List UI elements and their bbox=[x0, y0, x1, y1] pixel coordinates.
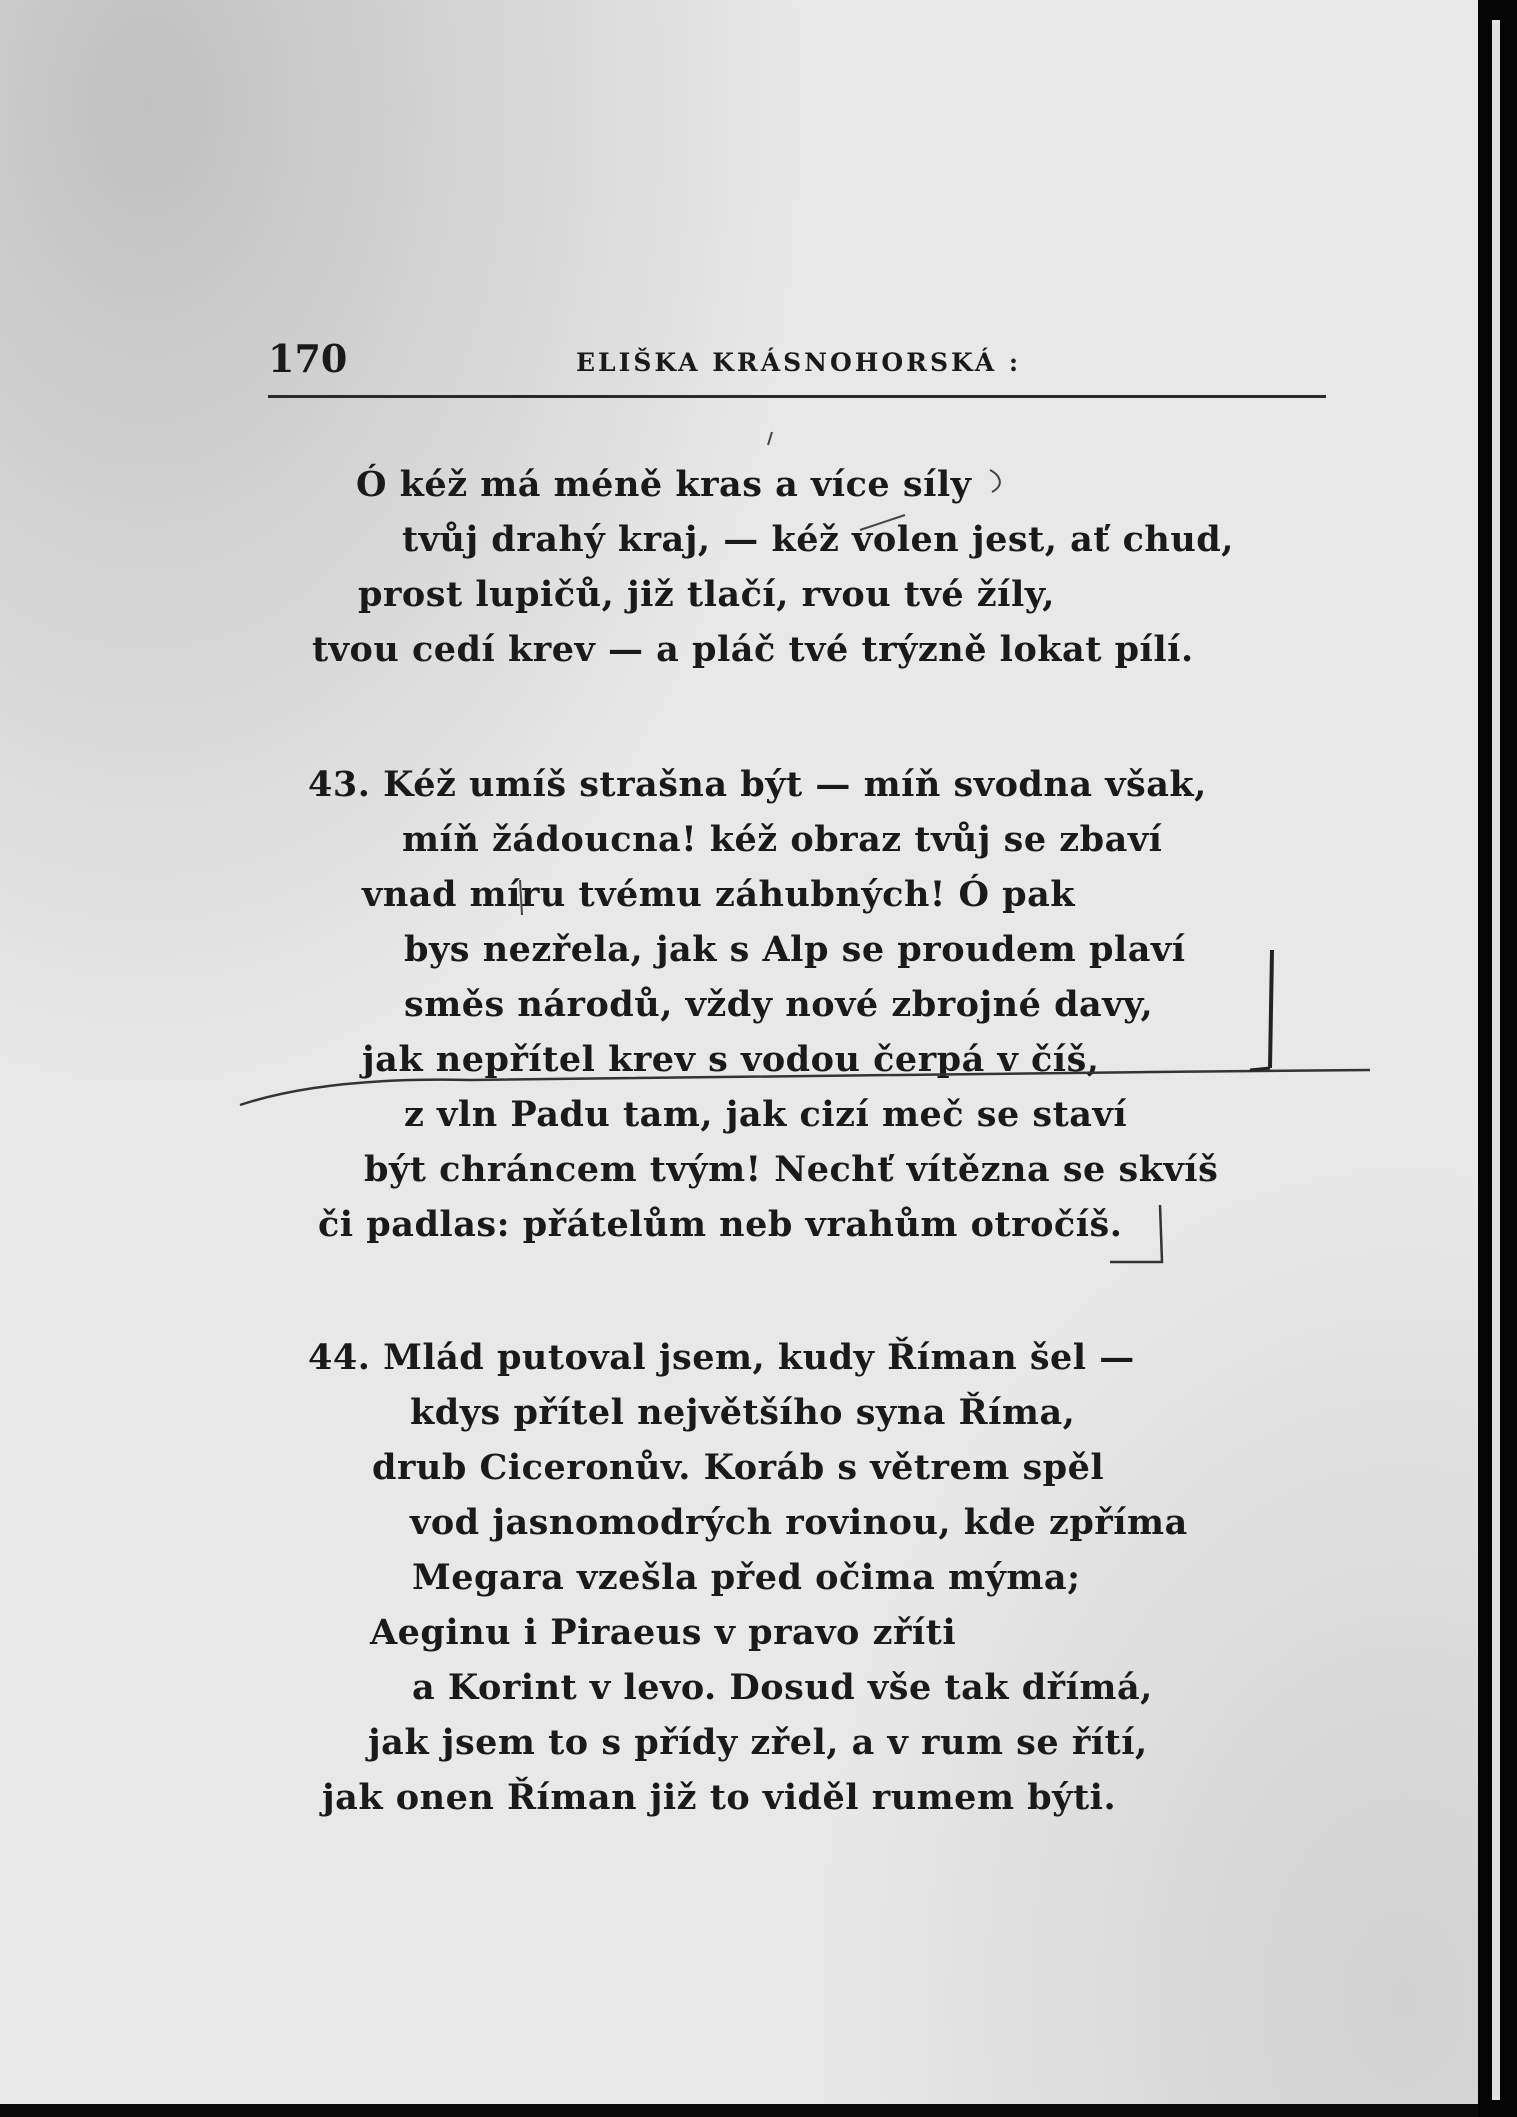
verse-line: vod jasnomodrých rovinou, kde zpříma bbox=[410, 1502, 1188, 1543]
verse-line: či padlas: přátelům neb vrahům otročíš. bbox=[318, 1204, 1123, 1245]
verse-line: 44. Mlád putoval jsem, kudy Říman šel — bbox=[308, 1337, 1135, 1378]
verse-line: tvou cedí krev — a pláč tvé trýzně lokat pílí. bbox=[312, 629, 1194, 670]
page-edge-strip bbox=[1492, 20, 1500, 2100]
verse-line: bys nezřela, jak s Alp se proudem plaví bbox=[404, 929, 1186, 970]
verse-line: kdys přítel největšího syna Říma, bbox=[410, 1392, 1076, 1433]
verse-line: drub Ciceronův. Koráb s větrem spěl bbox=[372, 1447, 1105, 1488]
verse-line: být chráncem tvým! Nechť vítězna se skvíš bbox=[364, 1149, 1219, 1190]
verse-line: Ó kéž má méně kras a více síly bbox=[356, 464, 972, 505]
running-head: ELIŠKA KRÁSNOHORSKÁ : bbox=[576, 348, 1022, 377]
verse-line: prost lupičů, již tlačí, rvou tvé žíly, bbox=[358, 574, 1055, 615]
verse-line: směs národů, vždy nové zbrojné davy, bbox=[404, 984, 1154, 1025]
verse-line: jak onen Říman již to viděl rumem býti. bbox=[322, 1777, 1117, 1818]
verse-line: a Korint v levo. Dosud vše tak dřímá, bbox=[412, 1667, 1153, 1708]
verse-line: Aeginu i Piraeus v pravo zříti bbox=[370, 1612, 957, 1653]
verse-line: Megara vzešla před očima mýma; bbox=[412, 1557, 1081, 1598]
page-number: 170 bbox=[268, 336, 348, 381]
verse-line: 43. Kéž umíš strašna být — míň svodna však, bbox=[308, 764, 1207, 805]
verse-line: tvůj drahý kraj, — kéž volen jest, ať chud, bbox=[402, 519, 1234, 560]
verse-line: jak nepřítel krev s vodou čerpá v číš, bbox=[362, 1039, 1100, 1080]
verse-line: vnad míru tvému záhubných! Ó pak bbox=[362, 874, 1076, 915]
verse-line: z vln Padu tam, jak cizí meč se staví bbox=[404, 1094, 1128, 1135]
verse-line: jak jsem to s přídy zřel, a v rum se řítí, bbox=[368, 1722, 1148, 1763]
verse-line: míň žádoucna! kéž obraz tvůj se zbaví bbox=[402, 819, 1163, 860]
